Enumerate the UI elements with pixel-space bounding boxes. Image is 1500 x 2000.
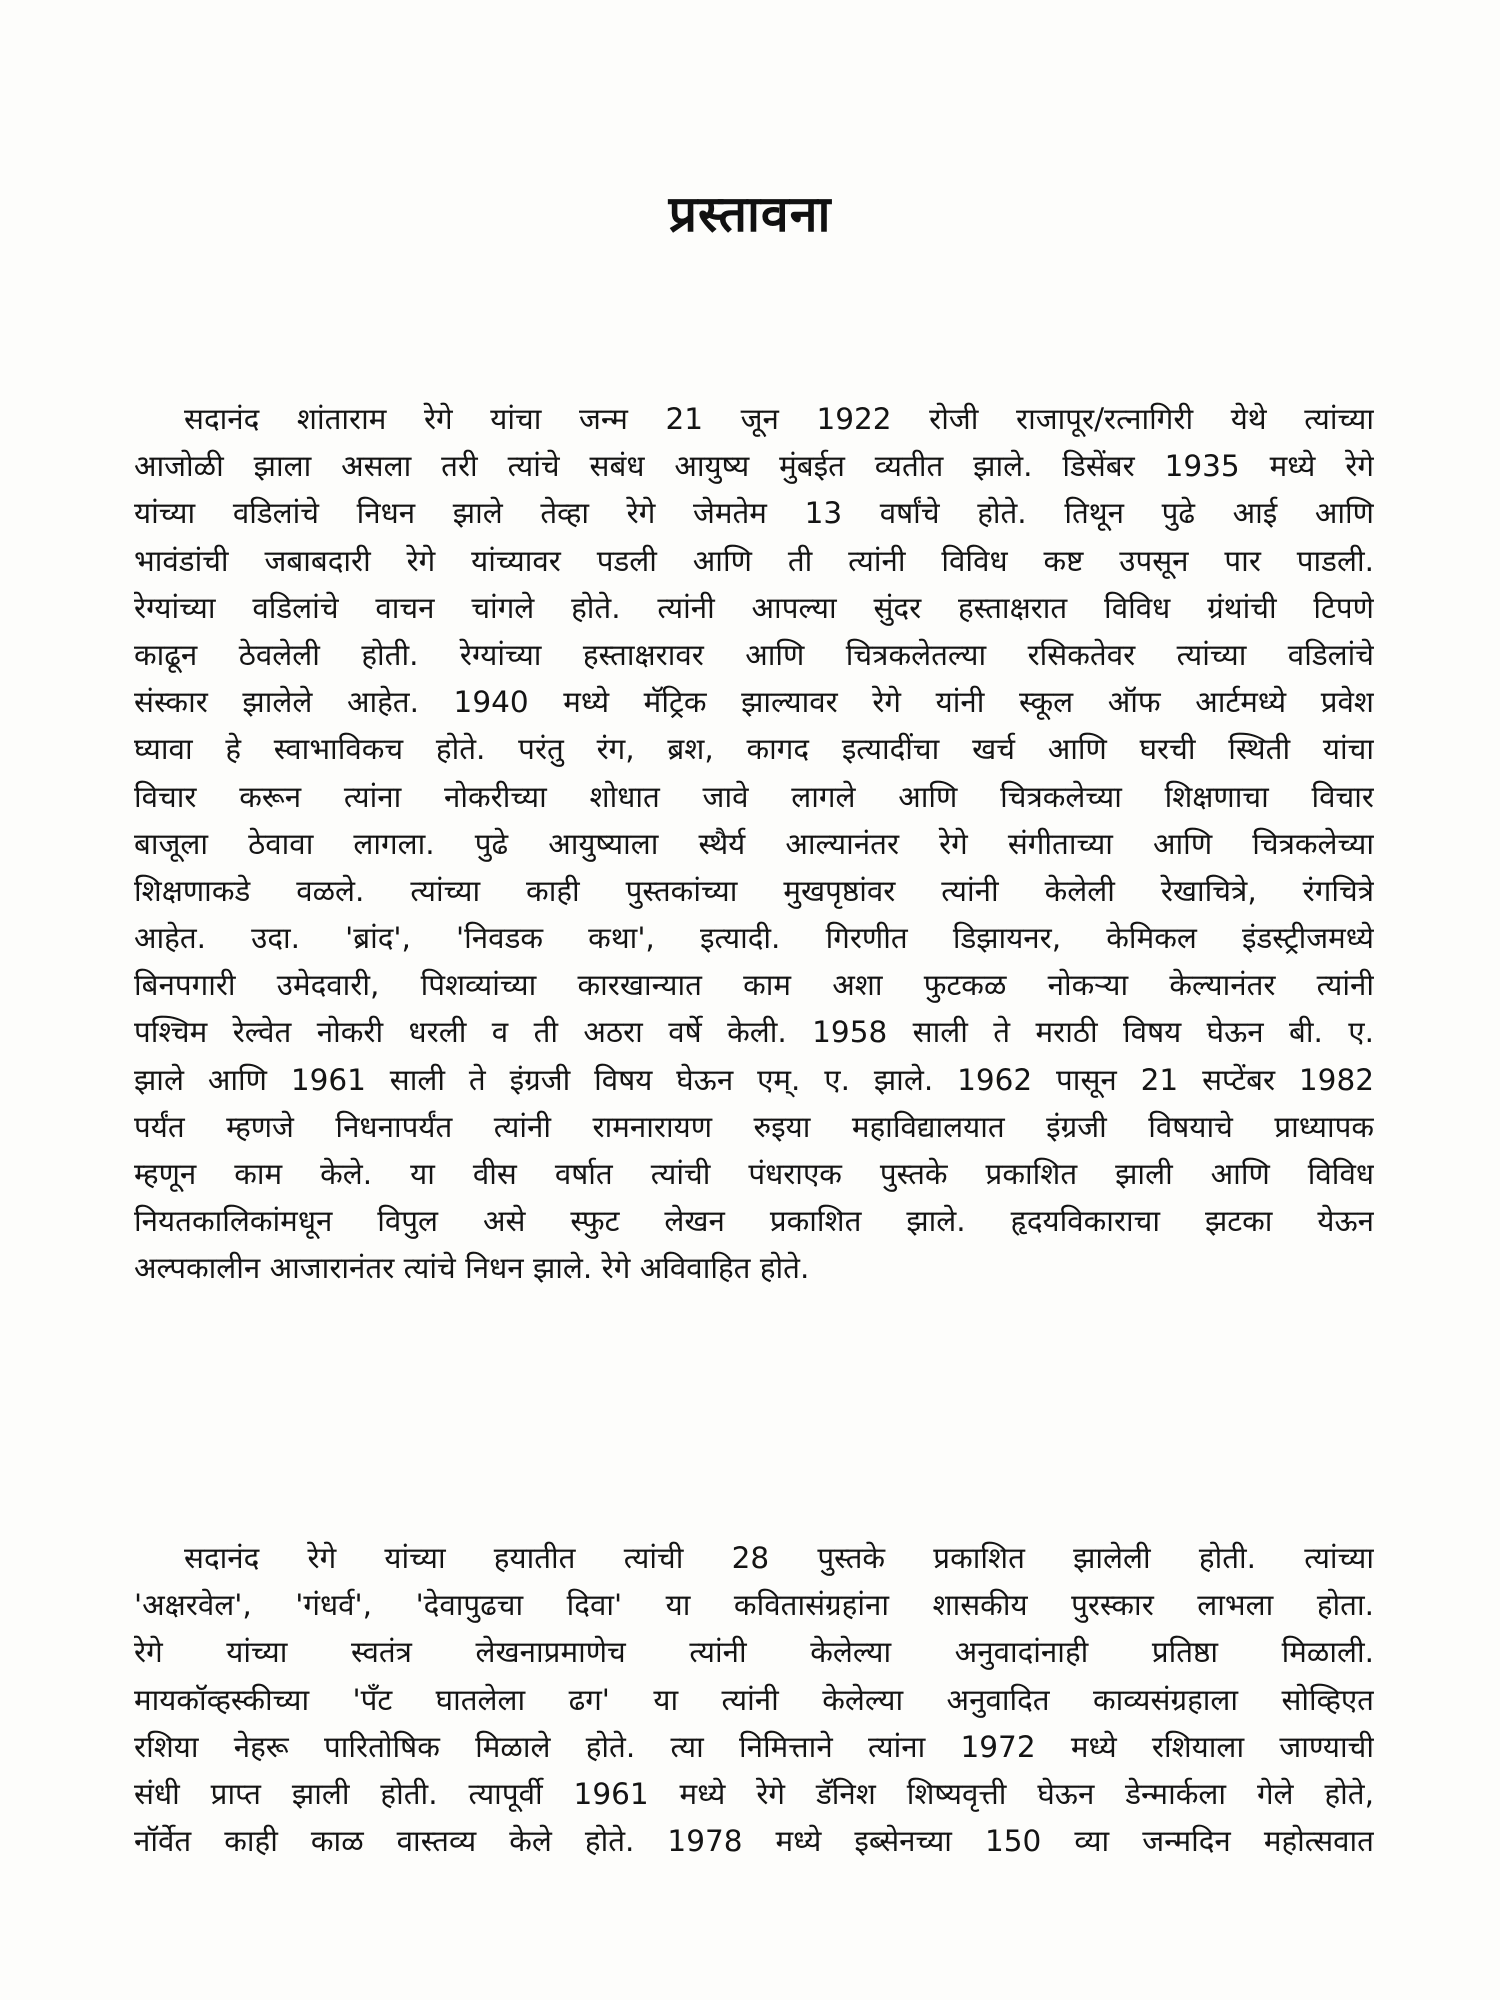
text-line: नॉर्वेत काही काळ वास्तव्य केले होते. 1978 मध्ये इब्सेनच्या 150 व्या जन्मदिन महोत्सवात bbox=[134, 1824, 1374, 1859]
text-line: अल्पकालीन आजारानंतर त्यांचे निधन झाले. रेगे अविवाहित होते. bbox=[134, 1251, 810, 1286]
text-line: काढून ठेवलेली होती. रेग्यांच्या हस्ताक्षरावर आणि चित्रकलेतल्या रसिकतेवर त्यांच्या वडिलांचे bbox=[134, 637, 1374, 672]
text-line: रेगे यांच्या स्वतंत्र लेखनाप्रमाणेच त्यांनी केलेल्या अनुवादांनाही प्रतिष्ठा मिळाली. bbox=[134, 1635, 1374, 1670]
text-line: सदानंद शांताराम रेगे यांचा जन्म 21 जून 1922 रोजी राजापूर/रत्नागिरी येथे त्यांच्या bbox=[184, 402, 1374, 436]
text-line: भावंडांची जबाबदारी रेगे यांच्यावर पडली आणि ती त्यांनी विविध कष्ट उपसून पार पाडली. bbox=[134, 543, 1374, 578]
text-line: नियतकालिकांमधून विपुल असे स्फुट लेखन प्रकाशित झाले. हृदयविकाराचा झटका येऊन bbox=[134, 1204, 1374, 1239]
text-line: 'अक्षरवेल', 'गंधर्व', 'देवापुढचा दिवा' या कवितासंग्रहांना शासकीय पुरस्कार लाभला होता. bbox=[134, 1588, 1374, 1623]
text-line: सदानंद रेगे यांच्या हयातीत त्यांची 28 पुस्तके प्रकाशित झालेली होती. त्यांच्या bbox=[184, 1541, 1374, 1575]
text-line: मायकॉव्हस्कीच्या 'पँट घातलेला ढग' या त्यांनी केलेल्या अनुवादित काव्यसंग्रहाला सोव्हिएत bbox=[134, 1682, 1374, 1717]
text-line: बिनपगारी उमेदवारी, पिशव्यांच्या कारखान्यात काम अशा फुटकळ नोकऱ्या केल्यानंतर त्यांनी bbox=[134, 968, 1374, 1003]
text-line: झाले आणि 1961 साली ते इंग्रजी विषय घेऊन एम्. ए. झाले. 1962 पासून 21 सप्टेंबर 1982 bbox=[134, 1062, 1374, 1097]
text-line: रशिया नेहरू पारितोषिक मिळाले होते. त्या निमित्ताने त्यांना 1972 मध्ये रशियाला जाण्याची bbox=[134, 1729, 1374, 1764]
text-line: बाजूला ठेवावा लागला. पुढे आयुष्याला स्थैर्य आल्यानंतर रेगे संगीताच्या आणि चित्रकलेच्या bbox=[134, 826, 1374, 861]
text-line: रेग्यांच्या वडिलांचे वाचन चांगले होते. त्यांनी आपल्या सुंदर हस्ताक्षरात विविध ग्रंथांची टिपणे bbox=[134, 590, 1374, 625]
text-line: आहेत. उदा. 'ब्रांद', 'निवडक कथा', इत्यादी. गिरणीत डिझायनर, केमिकल इंडस्ट्रीजमध्ये bbox=[134, 921, 1374, 956]
text-line: आजोळी झाला असला तरी त्यांचे सबंध आयुष्य मुंबईत व्यतीत झाले. डिसेंबर 1935 मध्ये रेगे bbox=[134, 449, 1374, 484]
text-line: पर्यंत म्हणजे निधनापर्यंत त्यांनी रामनारायण रुइया महाविद्यालयात इंग्रजी विषयाचे प्राध्यापक bbox=[134, 1109, 1374, 1144]
text-line: म्हणून काम केले. या वीस वर्षात त्यांची पंधराएक पुस्तके प्रकाशित झाली आणि विविध bbox=[134, 1157, 1374, 1191]
page-title: प्रस्तावना bbox=[668, 185, 832, 243]
text-line: शिक्षणाकडे वळले. त्यांच्या काही पुस्तकांच्या मुखपृष्ठांवर त्यांनी केलेली रेखाचित्रे, रंगचित्रे bbox=[134, 873, 1374, 908]
text-line: घ्यावा हे स्वाभाविकच होते. परंतु रंग, ब्रश, कागद इत्यादींचा खर्च आणि घरची स्थिती यांचा bbox=[134, 732, 1374, 767]
text-line: यांच्या वडिलांचे निधन झाले तेव्हा रेगे जेमतेम 13 वर्षांचे होते. तिथून पुढे आई आणि bbox=[134, 496, 1374, 531]
paragraph-1 bbox=[134, 396, 1374, 1293]
text-line: विचार करून त्यांना नोकरीच्या शोधात जावे लागले आणि चित्रकलेच्या शिक्षणाचा विचार bbox=[134, 779, 1374, 814]
text-line: पश्चिम रेल्वेत नोकरी धरली व ती अठरा वर्षे केली. 1958 साली ते मराठी विषय घेऊन बी. ए. bbox=[134, 1015, 1374, 1050]
text-line: संधी प्राप्त झाली होती. त्यापूर्वी 1961 मध्ये रेगे डॅनिश शिष्यवृत्ती घेऊन डेन्मार्कला गेले होते, bbox=[134, 1776, 1374, 1811]
text-line: संस्कार झालेले आहेत. 1940 मध्ये मॅट्रिक झाल्यावर रेगे यांनी स्कूल ऑफ आर्टमध्ये प्रवेश bbox=[134, 685, 1374, 720]
paragraph-2 bbox=[134, 1535, 1374, 1865]
